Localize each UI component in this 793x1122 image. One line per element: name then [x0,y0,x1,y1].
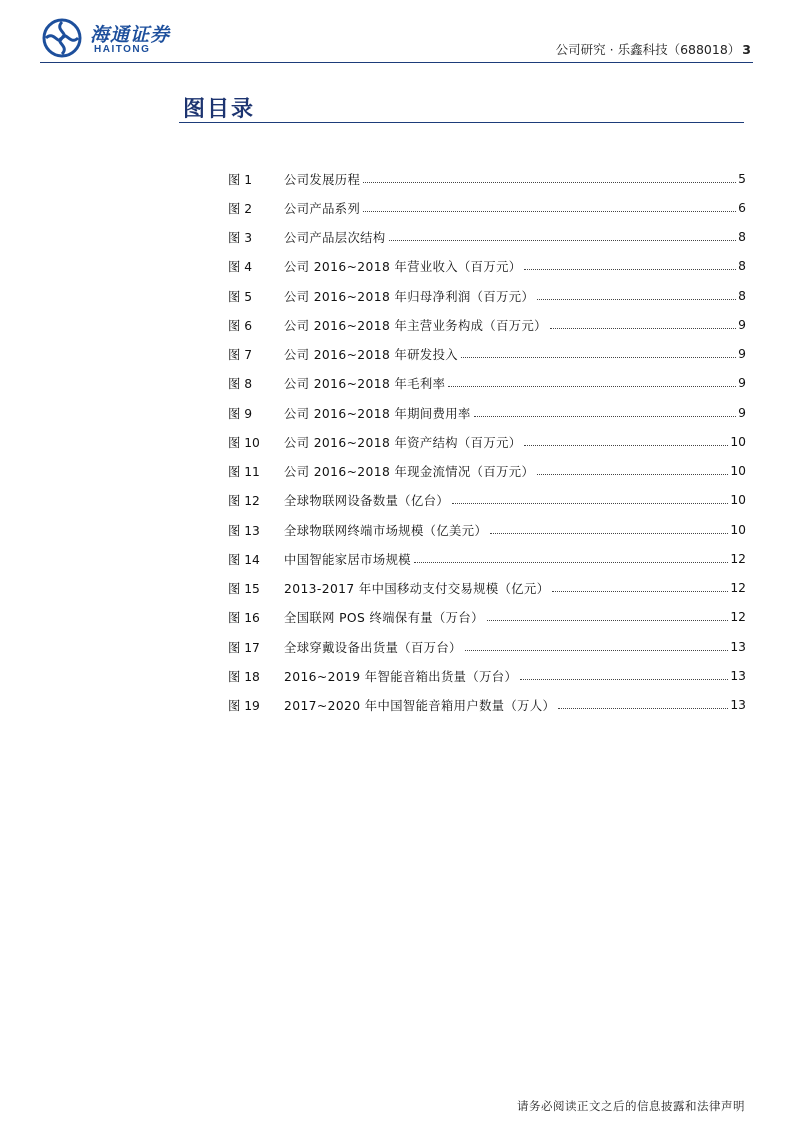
toc-entry[interactable] [228,223,746,252]
toc-figure-number: 图 12 [228,494,260,509]
toc-figure-title: 公司 2016~2018 年期间费用率 [284,406,471,421]
logo-chinese-name: 海通证券 [90,24,171,46]
toc-dot-leader [414,562,728,563]
toc-dot-leader [537,474,728,475]
toc-figure-title: 公司 2016~2018 年主营业务构成（百万元） [284,318,547,333]
toc-dot-leader [389,240,737,241]
toc-dot-leader [452,503,728,504]
toc-page-number: 12 [730,610,746,625]
toc-dot-leader [487,620,729,621]
report-context: 公司研究 · 乐鑫科技（688018） [555,42,741,57]
toc-figure-number: 图 4 [228,260,253,275]
toc-page-number: 9 [738,347,746,362]
toc-dot-leader [461,357,736,358]
toc-dot-leader [363,182,736,183]
toc-page-number: 8 [738,230,746,245]
toc-entry[interactable] [228,661,746,690]
toc-entry[interactable] [228,164,746,193]
toc-figure-title: 全球物联网设备数量（亿台） [284,494,450,509]
toc-figure-number: 图 14 [228,552,260,567]
toc-entry[interactable] [228,310,746,339]
toc-page-number: 13 [730,668,746,683]
toc-figure-number: 图 15 [228,582,260,597]
toc-entry[interactable] [228,603,746,632]
toc-page-number: 9 [738,317,746,332]
haitong-emblem-icon [42,18,82,58]
toc-dot-leader [524,445,728,446]
toc-page-number: 12 [730,551,746,566]
page-title: 图目录 [183,97,256,122]
toc-entry[interactable] [228,369,746,398]
toc-dot-leader [465,650,729,651]
toc-figure-title: 公司 2016~2018 年现金流情况（百万元） [284,465,535,480]
toc-dot-leader [550,328,736,329]
toc-figure-number: 图 2 [228,201,253,216]
toc-figure-title: 全国联网 POS 终端保有量（万台） [284,611,484,626]
toc-dot-leader [537,299,736,300]
toc-page-number: 10 [730,464,746,479]
toc-entry[interactable] [228,691,746,720]
toc-entry[interactable] [228,193,746,222]
toc-figure-title: 中国智能家居市场规模 [284,552,411,567]
toc-figure-title: 公司 2016~2018 年研发投入 [284,348,458,363]
toc-page-number: 10 [730,493,746,508]
toc-dot-leader [448,386,736,387]
toc-figure-number: 图 3 [228,231,253,246]
toc-figure-title: 公司 2016~2018 年毛利率 [284,377,446,392]
toc-figure-number: 图 6 [228,318,253,333]
toc-page-number: 6 [738,200,746,215]
toc-figure-number: 图 7 [228,348,253,363]
page-header [40,14,753,64]
toc-figure-number: 图 5 [228,289,253,304]
toc-figure-title: 公司产品系列 [284,201,361,216]
toc-dot-leader [552,591,728,592]
toc-dot-leader [363,211,736,212]
toc-entry[interactable] [228,398,746,427]
toc-page-number: 5 [738,171,746,186]
toc-entry[interactable] [228,486,746,515]
toc-dot-leader [490,533,728,534]
toc-page-number: 13 [730,698,746,713]
toc-figure-title: 公司 2016~2018 年资产结构（百万元） [284,435,522,450]
toc-figure-number: 图 11 [228,465,260,480]
toc-figure-number: 图 10 [228,435,260,450]
toc-figure-title: 公司发展历程 [284,172,361,187]
toc-entry[interactable] [228,544,746,573]
toc-page-number: 8 [738,259,746,274]
logo-english-name: HAITONG [94,44,151,55]
toc-figure-title: 2017~2020 年中国智能音箱用户数量（万人） [284,699,556,714]
toc-figure-number: 图 18 [228,669,260,684]
title-divider [179,122,744,123]
toc-entry[interactable] [228,252,746,281]
toc-figure-number: 图 16 [228,611,260,626]
toc-entry[interactable] [228,427,746,456]
toc-figure-title: 公司产品层次结构 [284,231,386,246]
toc-entry[interactable] [228,281,746,310]
figure-table-of-contents [228,164,746,720]
toc-page-number: 10 [730,522,746,537]
legal-disclaimer-footer: 请务必阅读正文之后的信息披露和法律声明 [517,1099,745,1113]
toc-page-number: 10 [730,434,746,449]
toc-page-number: 9 [738,376,746,391]
toc-figure-title: 2013-2017 年中国移动支付交易规模（亿元） [284,582,550,597]
toc-dot-leader [524,269,736,270]
toc-figure-number: 图 17 [228,640,260,655]
toc-figure-title: 公司 2016~2018 年营业收入（百万元） [284,260,522,275]
toc-page-number: 13 [730,639,746,654]
header-context [556,40,751,58]
toc-figure-number: 图 9 [228,406,253,421]
toc-figure-title: 公司 2016~2018 年归母净利润（百万元） [284,289,535,304]
toc-page-number: 8 [738,288,746,303]
toc-dot-leader [520,679,728,680]
header-divider [40,62,753,63]
toc-figure-number: 图 13 [228,523,260,538]
page-number: 3 [742,42,751,57]
toc-figure-number: 图 19 [228,699,260,714]
toc-entry[interactable] [228,340,746,369]
toc-dot-leader [474,416,736,417]
toc-figure-number: 图 8 [228,377,253,392]
toc-entry[interactable] [228,632,746,661]
toc-entry[interactable] [228,457,746,486]
toc-figure-title: 2016~2019 年智能音箱出货量（万台） [284,669,518,684]
toc-entry[interactable] [228,515,746,544]
toc-figure-title: 全球物联网终端市场规模（亿美元） [284,523,488,538]
toc-page-number: 12 [730,581,746,596]
toc-page-number: 9 [738,405,746,420]
toc-entry[interactable] [228,574,746,603]
toc-figure-title: 全球穿戴设备出货量（百万台） [284,640,462,655]
toc-figure-number: 图 1 [228,172,253,187]
toc-dot-leader [558,708,728,709]
haitong-logo [40,14,200,60]
